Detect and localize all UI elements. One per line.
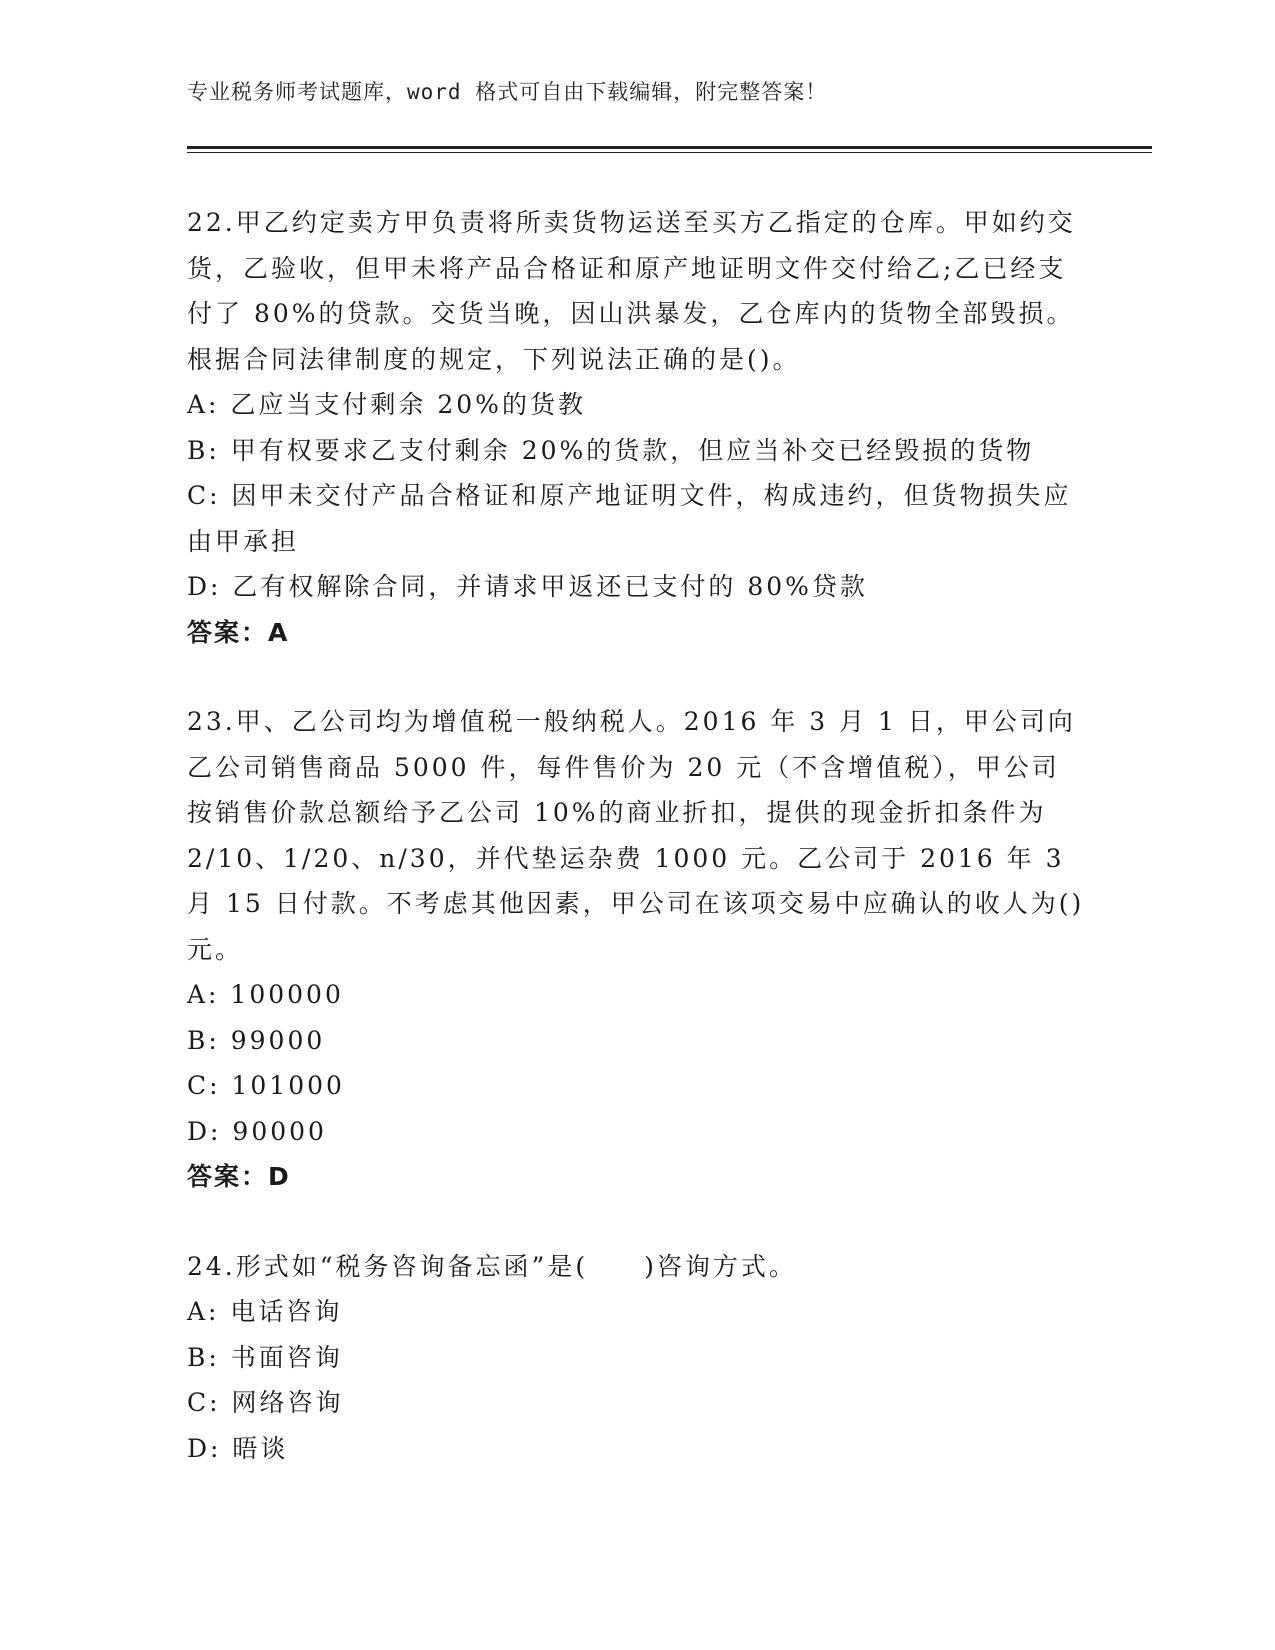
option-b: B: 甲有权要求乙支付剩余 20%的货款，但应当补交已经毁损的货物 (187, 435, 1035, 465)
option-b: B: 99000 (187, 1025, 326, 1055)
option-d: D: 90000 (187, 1116, 327, 1146)
question-list (187, 200, 1087, 1515)
question-stem: 23.甲、乙公司均为增值税一般纳税人。2016 年 3 月 1 日，甲公司向乙公司销售商品 5000 件，每件售价为 20 元（不含增值税），甲公司按销售价款总额给予乙公司 10%的商业折扣，提供的现金折扣条件为 2/10、1/20、n/30，并代垫运杂费 1000 元。乙公司于 2016 年 3 月 15 日付款。不考虑其他因素，甲公司在该项交易中应确认的收人为()元。 (187, 707, 1085, 964)
option-a: A: 100000 (187, 980, 344, 1009)
header-rule-thin (187, 152, 1152, 153)
question-23 (187, 699, 1087, 1200)
question-22 (187, 200, 1087, 655)
option-a: A: 乙应当支付剩余 20%的货教 (187, 390, 586, 419)
option-d: D: 晤谈 (187, 1433, 289, 1463)
header-rule-thick (187, 146, 1152, 149)
option-a: A: 电话咨询 (187, 1297, 343, 1326)
answer: 答案：D (187, 1162, 291, 1191)
option-c: C: 网络咨询 (187, 1388, 344, 1417)
question-24 (187, 1244, 1087, 1472)
option-c: C: 因甲未交付产品合格证和原产地证明文件，构成违约，但货物损失应由甲承担 (187, 481, 1072, 556)
question-stem: 24.形式如“税务咨询备忘函”是( )咨询方式。 (187, 1251, 797, 1281)
option-d: D: 乙有权解除合同，并请求甲返还已支付的 80%贷款 (187, 572, 868, 601)
answer: 答案：A (187, 617, 290, 647)
question-stem: 22.甲乙约定卖方甲负责将所卖货物运送至买方乙指定的仓库。甲如约交货，乙验收，但甲未将产品合格证和原产地证明文件交付给乙;乙已经支付了 80%的贷款。交货当晚，因山洪暴发，乙仓库内的货物全部毁损。根据合同法律制度的规定，下列说法正确的是()。 (187, 208, 1076, 374)
option-b: B: 书面咨询 (187, 1342, 343, 1372)
option-c: C: 101000 (187, 1071, 345, 1100)
page-header: 专业税务师考试题库，word 格式可自由下载编辑，附完整答案！ (187, 80, 828, 104)
